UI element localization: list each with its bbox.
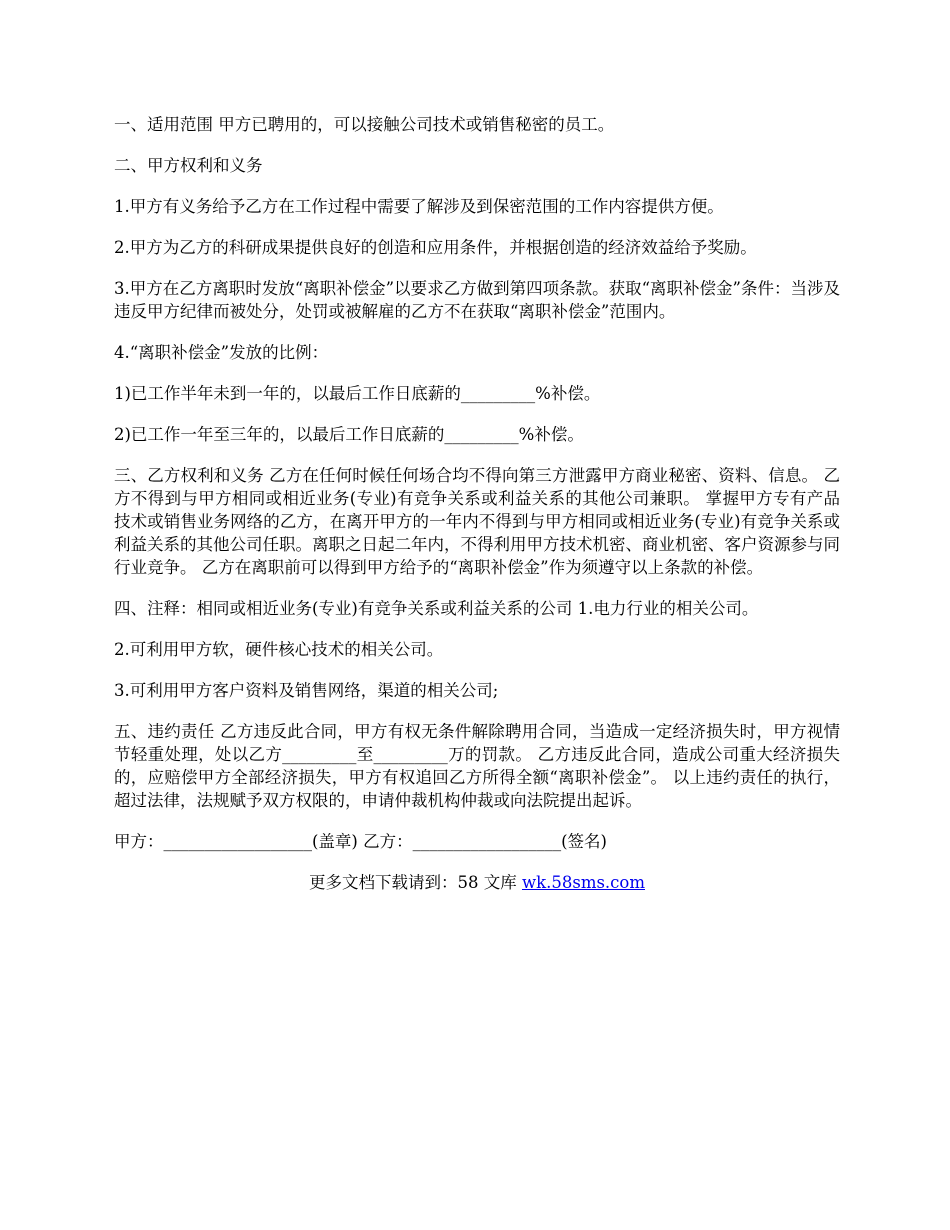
clause-notes: 四、注释：相同或相近业务(专业)有竞争关系或利益关系的公司 1.电力行业的相关公司。	[114, 599, 759, 618]
clause-liability: 五、违约责任 乙方违反此合同，甲方有权无条件解除聘用合同，当造成一定经济损失时，甲方视情节轻重处理，处以乙方_________至_________万的罚款。 乙方违反此合同，造成公司重大经济损失的，应赔偿甲方全部经济损失，甲方有权追回乙方所得全额“离职补偿金”。 以上违约责任的执行，超过法律，法规赋予双方权限的，申请仲裁机构仲裁或向法院提出起诉。	[114, 722, 840, 810]
signature-line: 甲方：__________________(盖章) 乙方：__________________(签名)	[114, 832, 607, 851]
clause-notes-2: 2.可利用甲方软，硬件核心技术的相关公司。	[114, 640, 444, 659]
clause-party-a-3: 3.甲方在乙方离职时发放“离职补偿金”以要求乙方做到第四项条款。获取“离职补偿金”条件：当涉及违反甲方纪律而被处分，处罚或被解雇的乙方不在获取“离职补偿金”范围内。	[114, 279, 840, 321]
clause-party-a-1: 1.甲方有义务给予乙方在工作过程中需要了解涉及到保密范围的工作内容提供方便。	[114, 197, 724, 216]
footer-link[interactable]: wk.58sms.com	[521, 873, 645, 892]
clause-party-a-2: 2.甲方为乙方的科研成果提供良好的创造和应用条件，并根据创造的经济效益给予奖励。	[114, 238, 757, 257]
footer-text: 更多文档下载请到：58 文库	[308, 873, 522, 892]
clause-compensation-1: 1)已工作半年未到一年的，以最后工作日底薪的_________%补偿。	[114, 384, 601, 403]
clause-compensation-2: 2)已工作一年至三年的，以最后工作日底薪的_________%补偿。	[114, 425, 584, 444]
section-heading-party-a: 二、甲方权利和义务	[114, 156, 263, 175]
clause-party-b: 三、乙方权利和义务 乙方在任何时候任何场合均不得向第三方泄露甲方商业秘密、资料、信息。 乙方不得到与甲方相同或相近业务(专业)有竞争关系或利益关系的其他公司兼职。 掌握甲方专有产品技术或销售业务网络的乙方，在离开甲方的一年内不得到与甲方相同或相近业务(专业)有竞争关系或利益关系的其他公司任职。离职之日起二年内，不得利用甲方技术机密、商业机密、客户资源参与同行业竞争。 乙方在离职前可以得到甲方给予的“离职补偿金”作为须遵守以上条款的补偿。	[114, 466, 840, 577]
clause-party-a-4: 4.“离职补偿金”发放的比例：	[114, 343, 329, 362]
footer	[114, 871, 840, 894]
clause-scope: 一、适用范围 甲方已聘用的，可以接触公司技术或销售秘密的员工。	[114, 115, 615, 134]
document-body	[114, 113, 840, 894]
clause-notes-3: 3.可利用甲方客户资料及销售网络，渠道的相关公司;	[114, 681, 499, 700]
